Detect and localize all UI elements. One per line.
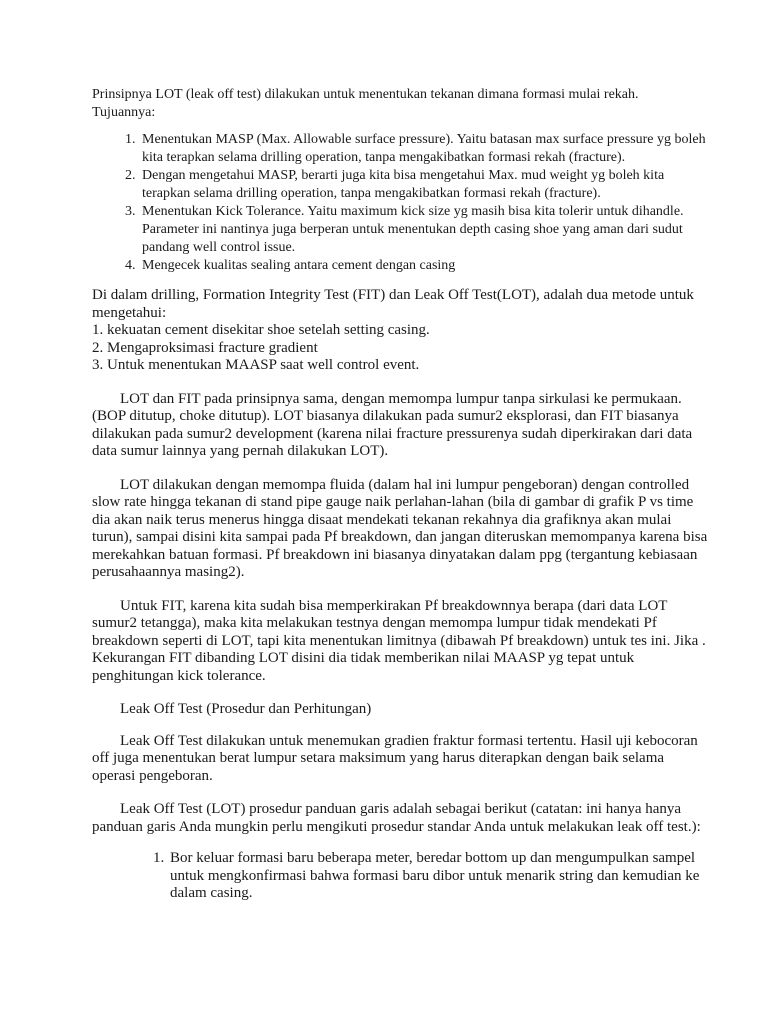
intro-line: Prinsipnya LOT (leak off test) dilakukan untuk menentukan tekanan dimana formasi mulai rekah. xyxy=(92,87,639,102)
paragraph-lot-fit-principle: LOT dan FIT pada prinsipnya sama, dengan memompa lumpur tanpa sirkulasi ke permukaan. (BOP ditutup, choke ditutup). LOT biasanya dilakukan pada sumur2 eksplorasi, dan FIT biasanya dilakukan pada sumur2 development (karena nilai fracture pressurenya sudah diperkirakan dari data data sumur lainnya yang pernah dilakukan LOT). xyxy=(92,390,693,459)
paragraph-lot-procedure: LOT dilakukan dengan memompa fluida (dalam hal ini lumpur pengeboran) dengan controlled slow rate hingga tekanan di stand pipe gauge naik perlahan-lahan (bila di gambar di grafik P vs time dia akan naik terus menerus hingga disaat mendekati tekanan rekahnya dia grafiknya akan mulai turun), sampai disini kita sampai pada Pf breakdown, dan jangan diteruskan memompanya karena bisa merekahkan batuan formasi. Pf breakdown ini biasanya dinyatakan dalam ppg (tergantung kebiasaan perusahaannya masing2). xyxy=(92,476,708,580)
objective-item: 4. Mengecek kualitas sealing antara cement dengan casing xyxy=(139,257,708,275)
fit-lot-intro: Di dalam drilling, Formation Integrity Test (FIT) dan Leak Off Test(LOT), adalah dua metode untuk mengetahui: xyxy=(92,287,694,321)
section-heading: Leak Off Test (Prosedur dan Perhitungan) xyxy=(120,701,372,717)
objective-item: 1. Menentukan MASP (Max. Allowable surface pressure). Yaitu batasan max surface pressure yg boleh kita terapkan selama drilling operation, tanpa mengakibatkan formasi rekah (fracture). xyxy=(139,131,708,167)
paragraph-fit: Untuk FIT, karena kita sudah bisa memperkirakan Pf breakdownnya berapa (dari data LOT sumur2 tetangga), maka kita melakukan testnya dengan memompa lumpur tidak mendekati Pf breakdown seperti di LOT, tapi kita menentukan limitnya (dibawah Pf breakdown) untuk tes ini. Jika . Kekurangan FIT dibanding LOT disini dia tidak memberikan nilai MAASP yg tepat untuk penghitungan kick tolerance. xyxy=(92,597,706,684)
intro-section xyxy=(92,86,708,122)
paragraph-leak-off-test: Leak Off Test dilakukan untuk menemukan gradien fraktur formasi tertentu. Hasil uji kebocoran off juga menentukan berat lumpur setara maksimum yang harus diterapkan dengan baik selama operasi pengeboran. xyxy=(92,732,698,784)
procedure-step: 1. Bor keluar formasi baru beberapa meter, beredar bottom up dan mengumpulkan sampel untuk mengkonfirmasi bahwa formasi baru dibor untuk menarik string dan kemudian ke dalam casing. xyxy=(168,850,708,903)
objectives-label: Tujuannya: xyxy=(92,105,156,120)
fit-lot-item: 1. kekuatan cement disekitar shoe setelah setting casing. xyxy=(92,322,430,338)
paragraph-guideline: Leak Off Test (LOT) prosedur panduan garis adalah sebagai berikut (catatan: ini hanya hanya panduan garis Anda mungkin perlu mengikuti prosedur standar Anda untuk melakukan leak off test.): xyxy=(92,801,701,835)
objective-item: 3. Menentukan Kick Tolerance. Yaitu maximum kick size yg masih bisa kita tolerir untuk dihandle. Parameter ini nantinya juga berperan untuk menentukan depth casing shoe yang aman dari sudut pandang well control issue. xyxy=(139,203,708,257)
procedure-list xyxy=(92,850,708,903)
objective-item: 2. Dengan mengetahui MASP, berarti juga kita bisa mengetahui Max. mud weight yg boleh kita terapkan selama drilling operation, tanpa mengakibatkan formasi rekah (fracture). xyxy=(139,167,708,203)
fit-lot-section xyxy=(92,287,708,375)
fit-lot-item: 2. Mengaproksimasi fracture gradient xyxy=(92,339,318,356)
fit-lot-item: 3. Untuk menentukan MAASP saat well control event. xyxy=(92,357,420,373)
objectives-list xyxy=(92,131,708,275)
